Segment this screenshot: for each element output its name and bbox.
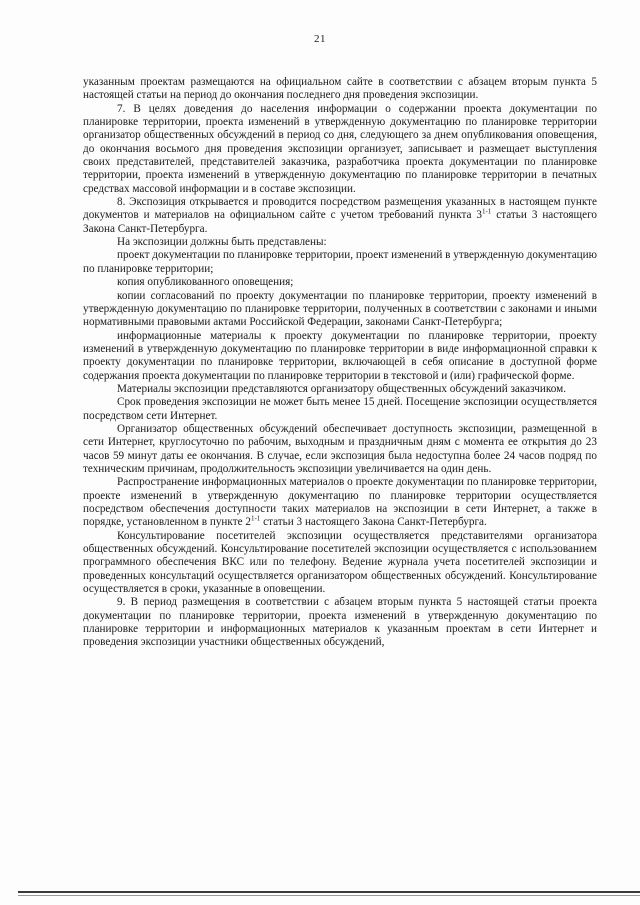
paragraph-9: 9. В период размещения в соответствии с абзацем вторым пункта 5 настоящей статьи проекта документации по планировке территории, проекта изменений в утвержденную документацию по планировке территории и информационных материалов к указанным проектам в сети Интернет и проведения экспозиции участники общественных обсуждений, [83,596,597,649]
bottom-edge-line [18,891,640,893]
paragraph-materials: Материалы экспозиции представляются организатору общественных обсуждений заказчиком. [117,382,567,395]
paragraph-exposition-intro: На экспозиции должны быть представлены: [117,236,327,249]
paragraph-distribution-text: Распространение информационных материалов о проекте документации по планировке территории, проекте изменений в утвержденную документацию по планировке территории осуществляется посредством обеспечения доступности таких материалов на экспозиции в сети Интернет, а также в порядке, установленном в пункте 2 [83,476,597,529]
paragraph-8 [83,196,597,236]
paragraph-availability: Организатор общественных обсуждений обеспечивает доступность экспозиции, размещенной в сети Интернет, круглосуточно по рабочим, выходным и праздничным дням с момента ее открытия до 23 часов 59 минут даты ее окончания. В случае, если экспозиция была недоступна более 24 часов подряд по техническим причинам, продолжительность экспозиции увеличивается на один день. [83,422,597,475]
paragraph-distribution-superscript: 1-1 [250,514,261,523]
paragraph-8-superscript: 1-1 [482,207,492,216]
paragraph-distribution-tail: статьи 3 настоящего Закона Санкт-Петербурга. [260,516,487,529]
paragraph-distribution [83,476,597,529]
paragraph-7: 7. В целях доведения до населения информации о содержании проекта документации по планировке территории, проекта изменений в утвержденную документацию по планировке территории организатор общественных обсуждений в период со дня, следующего за днем опубликования оповещения, до окончания восьмого дня проведения экспозиции организует, записывает и размещает выступления своих представителей, представителей заказчика, разработчика проекта документации по планировке территории, проекта изменений в утвержденную документацию по планировке территории в печатных средствах массовой информации и в составе экспозиции. [83,102,597,195]
paragraph-8-tail: статьи 3 настоящего Закона Санкт-Петербурга. [83,209,597,235]
paragraph-consulting: Консультирование посетителей экспозиции осуществляется представителями организатора общественных обсуждений. Консультирование посетителей экспозиции осуществляется с использованием программного обеспечения ВКС или по телефону. Ведение журнала учета посетителей экспозиции и проведенных консультаций осуществляется организатором общественных обсуждений. Консультирование осуществляется в сроки, указанные в оповещении. [83,529,597,596]
page-number: 21 [314,33,326,45]
paragraph-duration: Срок проведения экспозиции не может быть менее 15 дней. Посещение экспозиции осуществляется посредством сети Интернет. [83,396,597,422]
list-item-project: проект документации по планировке территории, проект изменений в утвержденную документацию по планировке территории; [83,249,597,275]
bottom-edge-line-thin [18,895,640,896]
paragraph-8-text: 8. Экспозиция открывается и проводится посредством размещения указанных в настоящем пункте документов и материалов на официальном сайте с учетом требований пункта 3 [83,196,597,222]
list-item-approvals: копии согласований по проекту документации по планировке территории, проекту изменений в утвержденную документацию по планировке территории, полученных в соответствии с законами и иными нормативными правовыми актами Российской Федерации, законами Санкт-Петербурга; [83,289,597,329]
list-item-notice-copy: копия опубликованного оповещения; [117,276,294,289]
paragraph-continuation: указанным проектам размещаются на официальном сайте в соответствии с абзацем вторым пункта 5 настоящей статьи на период до окончания последнего дня проведения экспозиции. [83,76,597,102]
document-body [83,76,597,650]
list-item-info-materials: информационные материалы к проекту документации по планировке территории, проекту изменений в утвержденную документацию по планировке территории в виде информационной справки к проекту документации по планировке территории, включающей в себя описание в доступной форме содержания проекта документации по планировке территории в текстовой и (или) графической форме. [83,329,597,382]
